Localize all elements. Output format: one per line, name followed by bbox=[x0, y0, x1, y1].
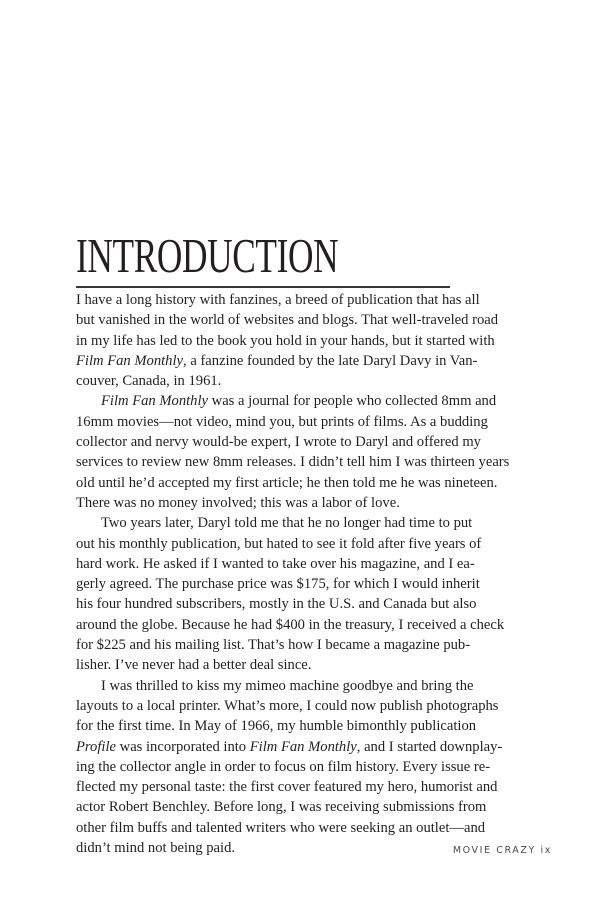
text-line bbox=[76, 615, 505, 635]
text-run: didn’t mind not being paid. bbox=[76, 840, 236, 857]
text-line bbox=[76, 574, 480, 594]
text-line bbox=[76, 513, 473, 533]
text-run: 16mm movies—not video, mind you, but prints of films. As a budding bbox=[76, 413, 488, 430]
text-run: in my life has led to the book you hold in your hands, but it started with bbox=[76, 332, 495, 349]
text-run: other film buffs and talented writers who were seeking an outlet—and bbox=[76, 819, 486, 836]
text-line bbox=[76, 412, 488, 432]
italic-title: Film Fan Monthly bbox=[76, 352, 184, 369]
text-line bbox=[76, 493, 451, 513]
text-run: ing the collector angle in order to focus on film history. Every issue re- bbox=[76, 758, 491, 775]
text-run: couver, Canada, in 1961. bbox=[76, 373, 222, 390]
text-run: layouts to a local printer. What’s more, I could now publish photographs bbox=[76, 697, 499, 714]
text-line bbox=[76, 473, 498, 493]
page-number: ix bbox=[540, 845, 552, 856]
text-run: Two years later, Daryl told me that he no longer had time to put bbox=[101, 515, 473, 532]
text-run: , and I started downplay- bbox=[356, 738, 503, 755]
chapter-heading bbox=[76, 228, 456, 283]
text-run: for the first time. In May of 1966, my humble bimonthly publication bbox=[76, 718, 477, 735]
text-line bbox=[76, 452, 510, 472]
text-run: out his monthly publication, but hated to see it fold after five years of bbox=[76, 535, 482, 552]
text-line bbox=[76, 757, 491, 777]
text-run: gerly agreed. The purchase price was $175, for which I would inherit bbox=[76, 576, 480, 593]
text-line bbox=[76, 290, 480, 310]
text-line bbox=[76, 371, 451, 391]
text-run: hard work. He asked if I wanted to take over his magazine, and I ea- bbox=[76, 555, 475, 572]
text-run: his four hundred subscribers, mostly in the U.S. and Canada but also bbox=[76, 596, 477, 613]
text-run: but vanished in the world of websites and blogs. That well-traveled road bbox=[76, 312, 499, 329]
text-line bbox=[76, 716, 477, 736]
text-run: I was thrilled to kiss my mimeo machine goodbye and bring the bbox=[101, 677, 474, 694]
text-line bbox=[76, 391, 497, 411]
text-run: services to review new 8mm releases. I didn’t tell him I was thirteen years bbox=[76, 454, 510, 471]
italic-title: Film Fan Monthly bbox=[249, 738, 357, 755]
text-line bbox=[76, 777, 498, 797]
text-line bbox=[76, 696, 499, 716]
text-run: , a fanzine founded by the late Daryl Davy in Van- bbox=[183, 352, 478, 369]
text-run: There was no money involved; this was a labor of love. bbox=[76, 494, 400, 511]
text-run: around the globe. Because he had $400 in the treasury, I received a check bbox=[76, 616, 505, 633]
text-run: was a journal for people who collected 8mm and bbox=[208, 393, 497, 410]
title-rule bbox=[76, 286, 450, 288]
text-run: I have a long history with fanzines, a breed of publication that has all bbox=[76, 292, 480, 308]
text-line bbox=[76, 351, 478, 371]
text-run: actor Robert Benchley. Before long, I was receiving submissions from bbox=[76, 799, 487, 816]
chapter-title: INTRODUCTION bbox=[76, 228, 339, 283]
text-run: flected my personal taste: the first cover featured my hero, humorist and bbox=[76, 779, 498, 796]
text-line bbox=[76, 594, 477, 614]
text-line bbox=[76, 737, 503, 757]
text-line bbox=[76, 554, 475, 574]
text-line bbox=[76, 818, 486, 838]
running-title: MOVIE CRAZY bbox=[452, 845, 536, 856]
text-run: for $225 and his mailing list. That’s how I became a magazine pub- bbox=[76, 637, 471, 654]
italic-title: Film Fan Monthly bbox=[101, 393, 209, 410]
text-line bbox=[76, 432, 481, 452]
running-footer bbox=[440, 845, 552, 856]
text-line bbox=[76, 797, 487, 817]
text-line bbox=[76, 331, 495, 351]
text-run: old until he’d accepted my first article; he then told me he was nineteen. bbox=[76, 474, 498, 491]
text-line bbox=[76, 655, 451, 675]
text-line bbox=[76, 635, 471, 655]
text-run: collector and nervy would-be expert, I wrote to Daryl and offered my bbox=[76, 434, 481, 451]
italic-title: Profile bbox=[76, 738, 116, 755]
text-run: was incorporated into bbox=[116, 738, 250, 755]
text-line bbox=[76, 310, 499, 330]
text-line bbox=[76, 534, 482, 554]
text-run: lisher. I’ve never had a better deal since. bbox=[76, 657, 312, 674]
text-line bbox=[76, 838, 451, 858]
text-line bbox=[76, 676, 474, 696]
